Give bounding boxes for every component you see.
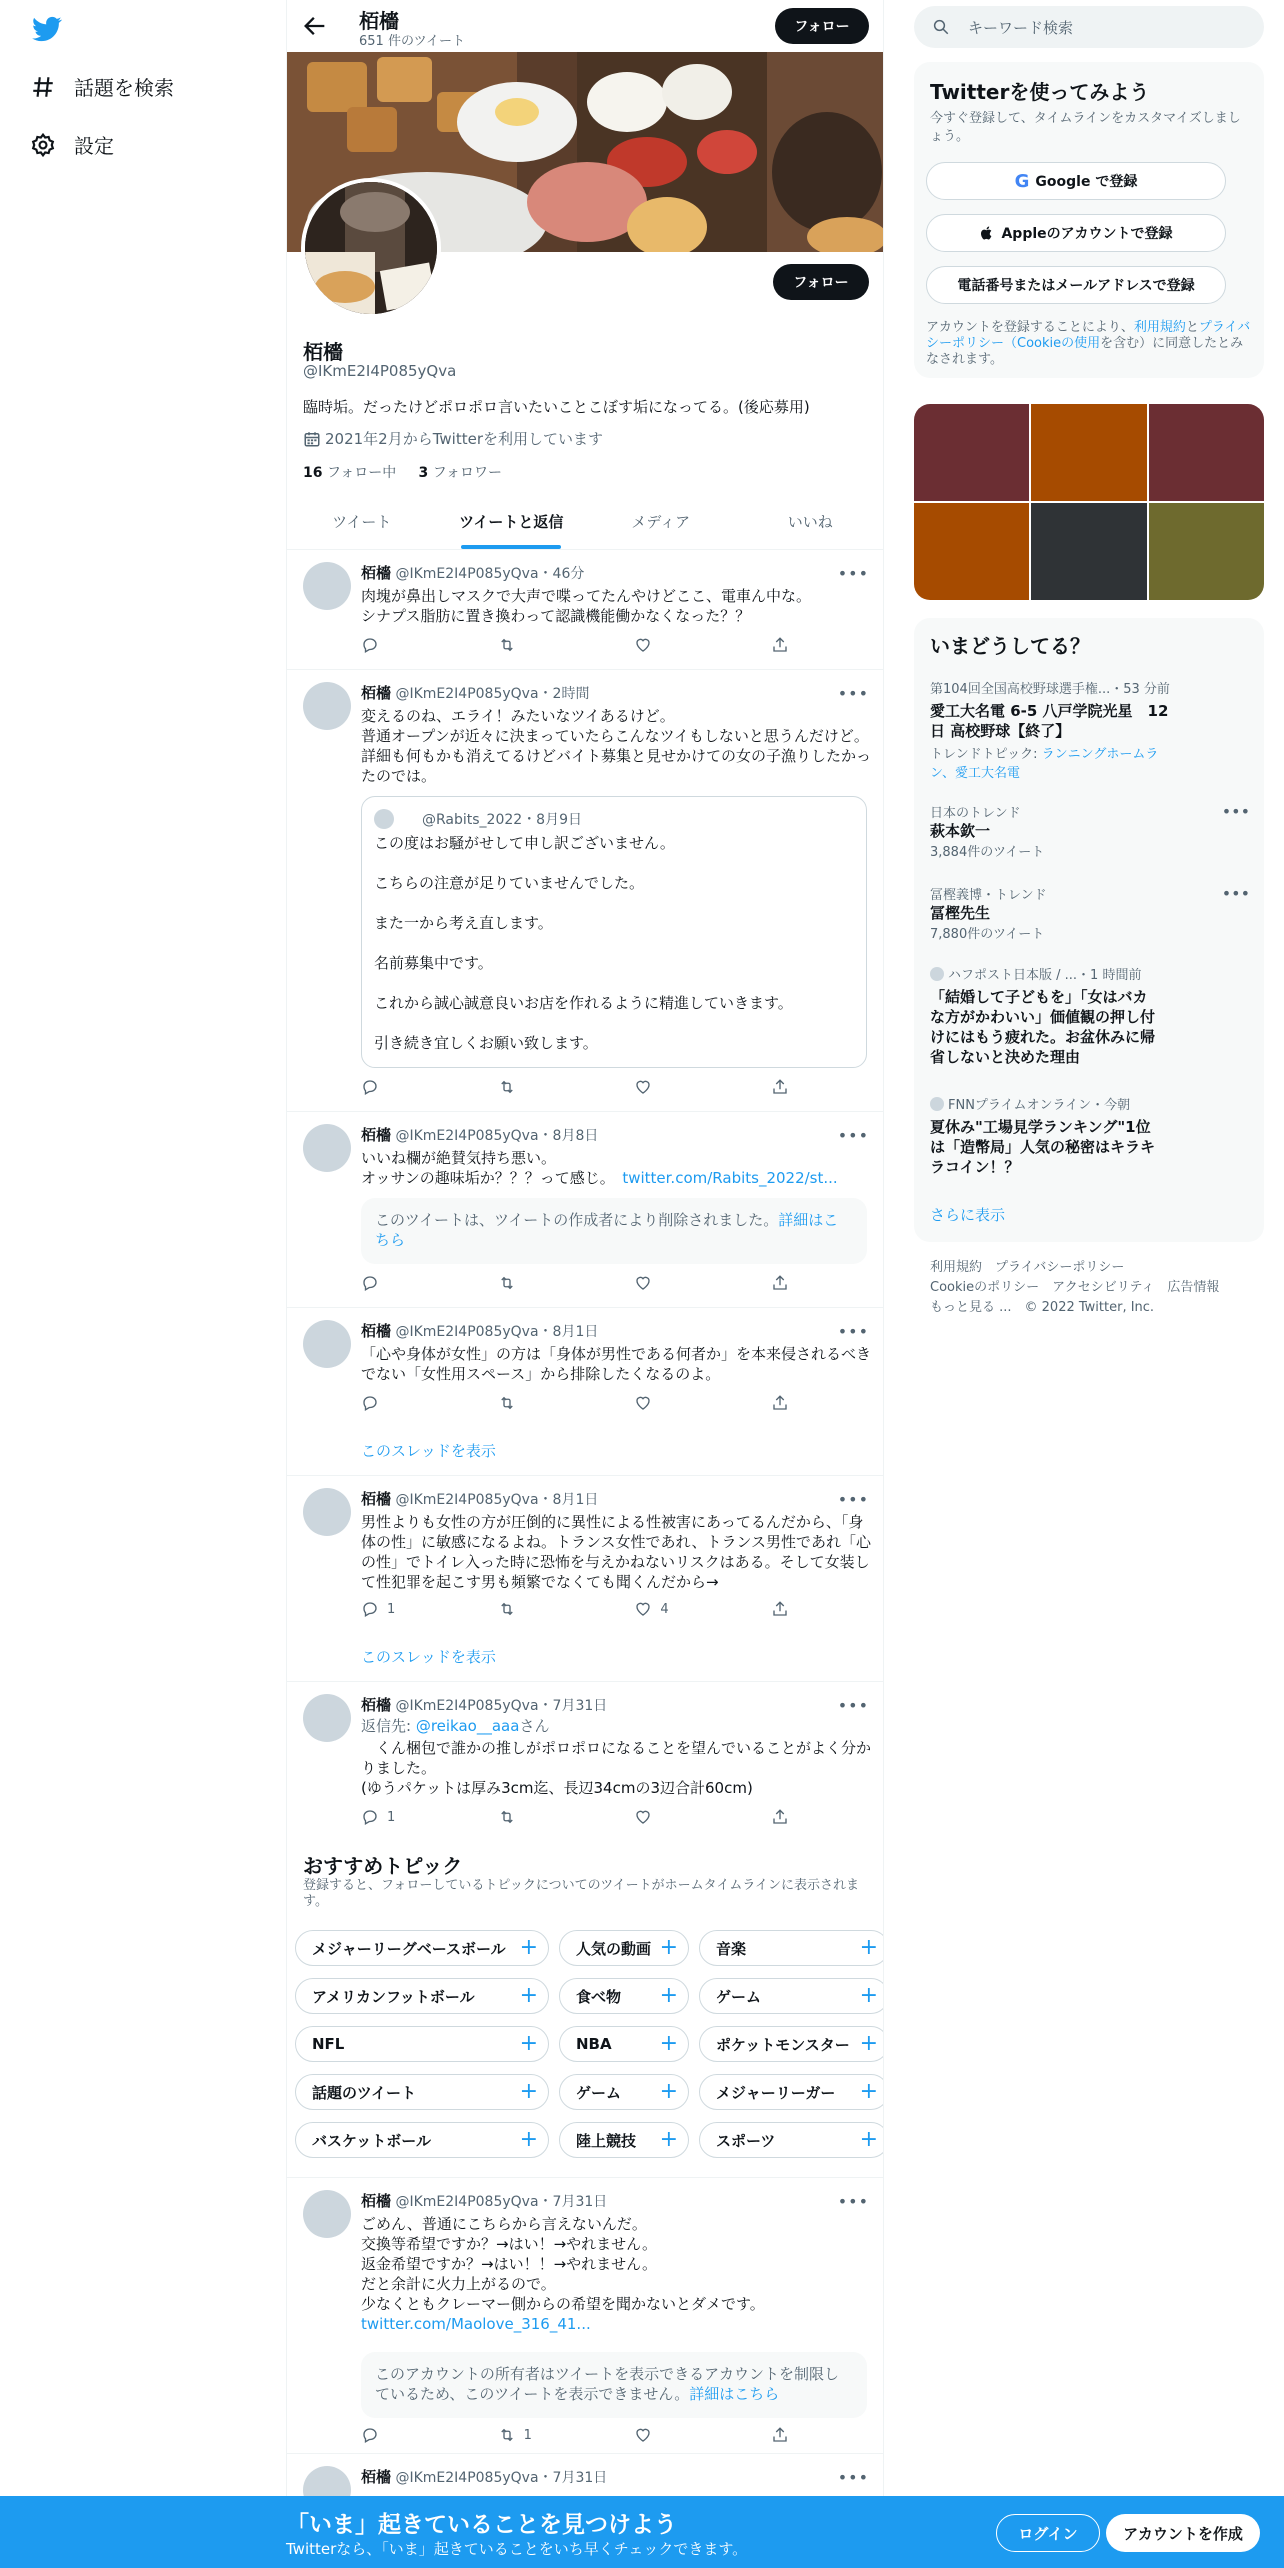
trend-item[interactable] <box>930 802 1250 860</box>
profile-bio: 臨時垢。だったけどポロポロ言いたいことこぼす垢になってる。(後応募用) <box>303 398 810 416</box>
followers-label: フォロワー <box>432 465 503 481</box>
reply-button[interactable] <box>361 1600 461 1618</box>
retweet-button[interactable] <box>498 636 598 654</box>
trend-title: 萩本欽一 <box>930 822 991 840</box>
tweet-author-name[interactable]: 栢檣 <box>361 564 392 582</box>
tweet-link-line <box>361 2314 871 2334</box>
tweet-actions <box>361 1600 801 1618</box>
more-icon[interactable]: ••• <box>837 564 869 583</box>
reply-button[interactable] <box>361 1808 461 1826</box>
reply-icon <box>361 1600 379 1618</box>
trend-title: 冨樫先生 <box>930 904 991 922</box>
more-icon[interactable]: ••• <box>1221 802 1250 821</box>
topic-label: アメリカンフットボール <box>312 1987 475 2006</box>
profile-header-bar <box>287 0 884 52</box>
unavailable-tweet-notice <box>361 1198 867 1264</box>
footer-line-3[interactable]: もっと見る ... © 2022 Twitter, Inc. <box>930 1300 1155 1315</box>
tweet-text: 肉塊が鼻出しマスクで大声で喋ってたんやけどここ、電車ん中な。 シナプス脂肪に置き換わって認識機能働かなくなった？？ <box>361 587 812 625</box>
profile-tabs <box>287 494 884 550</box>
tab-media[interactable]: メディア <box>631 513 691 531</box>
reply-icon <box>361 1808 379 1826</box>
plus-icon: + <box>519 2079 538 2104</box>
topic-pill[interactable] <box>699 2026 884 2062</box>
share-button[interactable] <box>771 1394 801 1412</box>
tweet-avatar[interactable] <box>303 1124 351 1172</box>
plus-icon: + <box>519 2031 538 2056</box>
topic-label: NFL <box>312 2035 345 2053</box>
nav-explore[interactable] <box>30 72 174 101</box>
tweet-avatar[interactable] <box>303 1320 351 1368</box>
signup-legal <box>926 320 1252 368</box>
tweet-avatar[interactable] <box>303 2190 351 2238</box>
topics-subtitle: 登録すると、フォローしているトピックについてのツイートがホームタイムラインに表示されます。 <box>303 1878 860 1909</box>
heart-icon <box>634 1808 652 1826</box>
news-meta: FNNプライムオンライン・今朝 <box>948 1098 1131 1113</box>
tweet-header <box>361 1124 598 1145</box>
twitter-logo-icon[interactable] <box>30 14 64 44</box>
nav-settings-label: 設定 <box>74 134 114 158</box>
topic-pill[interactable] <box>295 2074 549 2110</box>
reply-button[interactable] <box>361 1274 461 1292</box>
heart-icon <box>634 636 652 654</box>
reply-icon <box>361 2426 379 2444</box>
signup-panel <box>914 62 1264 378</box>
tweet-author-handle: @IKmE2I4P085yQva <box>395 2470 539 2486</box>
plus-icon: + <box>659 1935 678 1960</box>
tweet-avatar[interactable] <box>303 1694 351 1742</box>
plus-icon: + <box>659 2031 678 2056</box>
heart-icon <box>634 1600 652 1618</box>
retweet-button[interactable] <box>498 1274 598 1292</box>
trend-item[interactable] <box>930 678 1230 781</box>
avatar-photo <box>305 182 437 314</box>
plus-icon: + <box>659 2127 678 2152</box>
like-button[interactable] <box>634 1274 734 1292</box>
quoted-handle: @Rabits_2022 <box>422 812 523 828</box>
reply-icon <box>361 1078 379 1096</box>
trend-meta: 第104回全国高校野球選手権...・53 分前 <box>930 682 1170 697</box>
share-button[interactable] <box>771 1274 801 1292</box>
tweet-item[interactable] <box>287 1112 884 1308</box>
footer-line-2[interactable]: Cookieのポリシー アクセシビリティ 広告情報 <box>930 1280 1220 1295</box>
signup-subtitle: 今すぐ登録して、タイムラインをカスタマイズしましょう。 <box>930 111 1241 144</box>
search-input[interactable] <box>914 6 1264 48</box>
profile-joined-text: 2021年2月からTwitterを利用しています <box>325 430 603 448</box>
topic-label: メジャーリーグベースボール <box>312 1939 506 1958</box>
trend-item[interactable] <box>930 884 1250 942</box>
tweet-time[interactable]: ・8月8日 <box>538 1128 599 1144</box>
topic-pill[interactable] <box>559 2026 689 2062</box>
search-icon <box>932 18 950 36</box>
tweet-avatar[interactable] <box>303 1488 351 1536</box>
login-prompt-bar <box>0 2496 1284 2568</box>
gear-icon <box>30 132 56 158</box>
learn-more-link[interactable]: 詳細はこちら <box>689 2385 780 2403</box>
like-button[interactable] <box>634 636 734 654</box>
tweet-text: くん梱包で誰かの推しがポロポロになることを望んでいることがよく分かりました。 (ゆうパケットは厚み3cm迄、長辺34cmの3辺合計60cm) <box>361 1739 872 1797</box>
tweet-author-name[interactable]: 栢檣 <box>361 2192 392 2210</box>
trend-meta: 冨樫義博・トレンド <box>930 888 1047 903</box>
topic-label: 陸上競技 <box>576 2131 637 2150</box>
share-icon <box>771 2426 789 2444</box>
phone-signup-button[interactable]: 電話番号またはメールアドレスで登録 <box>926 266 1226 304</box>
retweet-button[interactable] <box>498 1808 598 1826</box>
topic-label: 食べ物 <box>576 1987 622 2006</box>
topic-pill[interactable] <box>699 1978 884 2014</box>
share-icon <box>771 1394 789 1412</box>
tweet-text: 「心や身体が女性」の方は「身体が男性である何者か」を本来侵されるべきでない「女性用スペース」から排除したくなるのよ。 <box>361 1345 872 1383</box>
share-button[interactable] <box>771 636 801 654</box>
tweet-time[interactable]: ・2時間 <box>538 686 590 702</box>
retweet-icon <box>498 1600 516 1618</box>
tweet-item[interactable] <box>287 1476 884 1682</box>
retweet-icon <box>498 636 516 654</box>
retweet-button[interactable] <box>498 1078 598 1096</box>
plus-icon: + <box>519 1983 538 2008</box>
retweet-button[interactable] <box>498 1600 598 1618</box>
reply-button[interactable] <box>361 1394 461 1412</box>
recommended-topics <box>287 1838 884 2178</box>
more-icon[interactable]: ••• <box>837 1322 869 1341</box>
topic-label: スポーツ <box>716 2131 776 2150</box>
tweet-author-handle: @IKmE2I4P085yQva <box>395 566 539 582</box>
reply-to-suffix: さん <box>519 1717 550 1735</box>
footer-links <box>930 1258 1219 1318</box>
heart-icon <box>634 1274 652 1292</box>
trends-panel <box>914 618 1264 1242</box>
tweet-actions <box>361 1394 801 1412</box>
topic-pill[interactable] <box>699 2074 884 2110</box>
legal-text-2: を含む）に同意したとみなされます。 <box>926 336 1244 367</box>
trend-count: 7,880件のツイート <box>930 927 1045 942</box>
topics-title: おすすめトピック <box>303 1854 463 1878</box>
tweet-text: ごめん、普通にこちらから言えないんだ。 交換等希望ですか？→はい！→やれません。 返金希望ですか？→はい！！→やれません。 だと余計に火力上がるので。 少なくともクレーマー側からの希望を聞かないとダメです。 <box>361 2215 765 2313</box>
reply-button[interactable] <box>361 2426 461 2444</box>
profile-follow-button[interactable]: フォロー <box>773 264 869 300</box>
plus-icon: + <box>519 2127 538 2152</box>
tweet-header <box>361 562 584 583</box>
retweet-icon <box>498 2426 516 2444</box>
news-title: 夏休み"工場見学ランキング"1位は「造幣局」人気の秘密はキラキラコイン！？ <box>930 1118 1156 1176</box>
header-follow-button[interactable]: フォロー <box>775 8 869 44</box>
reply-button[interactable] <box>361 1078 461 1096</box>
apple-signup-label: Appleのアカウントで登録 <box>1001 226 1173 242</box>
tab-tweets-replies[interactable]: ツイートと返信 <box>437 494 587 549</box>
quoted-header <box>422 809 582 829</box>
tweet-author-handle: @IKmE2I4P085yQva <box>395 2194 539 2210</box>
google-signup-label: Google で登録 <box>1035 174 1138 190</box>
share-button[interactable] <box>771 2426 801 2444</box>
news-item[interactable] <box>930 964 1230 1067</box>
tweet-link[interactable]: twitter.com/Maolove_316_41... <box>361 2315 591 2333</box>
profile-column <box>286 0 884 2568</box>
privacy-link[interactable]: プライバシーポリシー（Cookieの使用 <box>926 320 1251 351</box>
trend-count: 3,884件のツイート <box>930 845 1045 860</box>
restricted-tweet-notice <box>361 2352 867 2418</box>
tweet-author-handle: @IKmE2I4P085yQva <box>395 1492 539 1508</box>
more-icon[interactable]: ••• <box>837 1126 869 1145</box>
like-button[interactable] <box>634 1808 734 1826</box>
share-button[interactable] <box>771 1078 801 1096</box>
bottom-bar-subtitle: Twitterなら、「いま」起きていることをいち早くチェックできます。 <box>286 2540 748 2558</box>
quoted-tweet[interactable] <box>361 796 867 1068</box>
media-thumbnail[interactable] <box>914 503 1029 600</box>
quoted-avatar <box>374 809 394 829</box>
more-icon[interactable]: ••• <box>837 1696 869 1715</box>
retweet-icon <box>498 1394 516 1412</box>
more-icon[interactable]: ••• <box>837 684 869 703</box>
topic-pill[interactable] <box>559 2122 689 2158</box>
more-icon[interactable]: ••• <box>1221 884 1250 903</box>
tweet-author-name[interactable]: 栢檣 <box>361 2468 392 2486</box>
google-signup-button[interactable] <box>926 162 1226 200</box>
retweet-icon <box>498 1808 516 1826</box>
tweet-header <box>361 1488 598 1509</box>
tweet-author-handle: @IKmE2I4P085yQva <box>395 1128 539 1144</box>
reply-to-link[interactable]: @reikao__aaa <box>415 1717 520 1735</box>
source-avatar <box>930 967 944 981</box>
tweet-author-name[interactable]: 栢檣 <box>361 684 392 702</box>
plus-icon: + <box>519 1935 538 1960</box>
tweet-author-name[interactable]: 栢檣 <box>361 1126 392 1144</box>
topic-pill[interactable] <box>295 1978 549 2014</box>
media-thumbnail[interactable] <box>1031 404 1146 501</box>
apple-icon <box>979 225 995 241</box>
profile-joined <box>303 428 603 449</box>
reply-to-line <box>361 1716 871 1736</box>
tweet-time[interactable]: ・46分 <box>538 566 585 582</box>
tweet-author-name[interactable]: 栢檣 <box>361 1490 392 1508</box>
profile-handle: @IKmE2I4P085yQva <box>303 362 457 380</box>
share-icon <box>771 1274 789 1292</box>
topic-label: ゲーム <box>716 1987 762 2006</box>
show-more-link[interactable]: さらに表示 <box>930 1206 1006 1224</box>
profile-follow-stats <box>303 462 502 482</box>
share-button[interactable] <box>771 1600 801 1618</box>
topic-label: 人気の動画 <box>576 1939 652 1958</box>
footer-line-1[interactable]: 利用規約 プライバシーポリシー <box>930 1260 1125 1275</box>
tweet-actions <box>361 1078 801 1096</box>
topic-label: NBA <box>576 2035 612 2053</box>
topic-label: 音楽 <box>716 1939 747 1958</box>
hashtag-icon <box>30 74 56 100</box>
followers-count: 3 <box>418 465 429 481</box>
topic-pill[interactable] <box>699 1930 884 1966</box>
login-button[interactable]: ログイン <box>996 2514 1100 2552</box>
tweet-header <box>361 2190 607 2211</box>
reply-icon <box>361 636 379 654</box>
nav-settings[interactable] <box>30 130 114 159</box>
heart-icon <box>634 2426 652 2444</box>
heart-icon <box>634 1394 652 1412</box>
plus-icon: + <box>859 2031 878 2056</box>
news-meta: ハフポスト日本版 / ...・1 時間前 <box>948 968 1142 983</box>
followers-link[interactable] <box>419 465 503 481</box>
tweet-author-handle: @IKmE2I4P085yQva <box>395 1324 539 1340</box>
plus-icon: + <box>859 1935 878 1960</box>
reply-button[interactable] <box>361 636 461 654</box>
retweet-button[interactable] <box>498 2426 598 2444</box>
tweet-item[interactable] <box>287 1682 884 1838</box>
profile-name: 栢檣 <box>303 340 343 364</box>
media-thumbnail[interactable] <box>1031 503 1146 600</box>
signup-button[interactable]: アカウントを作成 <box>1106 2514 1260 2552</box>
bottom-bar-title: 「いま」起きていることを見つけよう <box>286 2512 677 2538</box>
more-icon[interactable]: ••• <box>837 2468 869 2487</box>
media-thumbnail[interactable] <box>1149 503 1264 600</box>
topic-pill[interactable] <box>699 2122 884 2158</box>
topic-pill[interactable] <box>559 1930 689 1966</box>
topic-label: メジャーリーガー <box>716 2083 836 2102</box>
reply-count: 1 <box>387 1809 396 1825</box>
tweet-actions <box>361 1808 801 1826</box>
retweet-icon <box>498 1274 516 1292</box>
tweet-author-name[interactable]: 栢檣 <box>361 1696 392 1714</box>
tweet-time[interactable]: ・8月1日 <box>538 1324 599 1340</box>
tweet-time[interactable]: ・7月31日 <box>538 2470 608 2486</box>
share-icon <box>771 1808 789 1826</box>
back-arrow-icon[interactable] <box>301 12 329 40</box>
header-tweet-count: 651 件のツイート <box>359 34 466 49</box>
tweet-header <box>361 1320 598 1341</box>
retweet-count: 1 <box>523 2427 532 2443</box>
apple-signup-button[interactable] <box>926 214 1226 252</box>
more-icon[interactable]: ••• <box>837 2192 869 2211</box>
show-thread-link[interactable]: このスレッドを表示 <box>361 1648 496 1666</box>
following-label: フォロー中 <box>326 465 397 481</box>
like-button[interactable] <box>634 1600 734 1618</box>
left-navigation <box>0 0 286 2568</box>
tweet-header <box>361 682 589 703</box>
show-thread-link[interactable]: このスレッドを表示 <box>361 1442 496 1460</box>
share-icon <box>771 1600 789 1618</box>
tweet-item[interactable] <box>287 670 884 1112</box>
plus-icon: + <box>859 2079 878 2104</box>
topic-pill[interactable] <box>295 1930 549 1966</box>
tab-likes[interactable]: いいね <box>787 513 833 531</box>
header-name: 栢檣 <box>359 9 399 33</box>
tweet-author-handle: @IKmE2I4P085yQva <box>395 686 539 702</box>
tweet-text <box>361 1148 871 1188</box>
calendar-icon <box>303 430 321 448</box>
tweet-text: 変えるのね、エライ！みたいなツイあるけど。 普通オープンが近々に決まっていたらこんなツイもしないと思うんだけど。詳細も何もかも消えてるけどバイト募集と見せかけての女の子漁りしたかったのでは。 <box>361 707 872 785</box>
media-grid <box>914 404 1264 600</box>
media-thumbnail[interactable] <box>1149 404 1264 501</box>
topic-label: ポケットモンスター <box>716 2035 850 2054</box>
legal-text-1: アカウントを登録することにより、 <box>926 320 1134 335</box>
more-icon[interactable]: ••• <box>837 1490 869 1509</box>
signup-title: Twitterを使ってみよう <box>930 80 1150 104</box>
following-count: 16 <box>303 465 323 481</box>
share-button[interactable] <box>771 1808 801 1826</box>
plus-icon: + <box>859 2127 878 2152</box>
source-avatar <box>930 1097 944 1111</box>
trend-title: 愛工大名電 6-5 八戸学院光星 12日 高校野球【終了】 <box>930 702 1169 740</box>
like-button[interactable] <box>634 1394 734 1412</box>
topic-label: ゲーム <box>576 2083 622 2102</box>
tweet-actions <box>361 2426 801 2444</box>
tab-tweets[interactable]: ツイート <box>332 513 392 531</box>
tweet-actions <box>361 1274 801 1292</box>
tweet-header <box>361 1694 607 1715</box>
tweet-time[interactable]: ・7月31日 <box>538 2194 608 2210</box>
topic-pill[interactable] <box>559 1978 689 2014</box>
plus-icon: + <box>659 1983 678 2008</box>
heart-icon <box>634 1078 652 1096</box>
plus-icon: + <box>859 1983 878 2008</box>
legal-and: と <box>1185 320 1199 335</box>
tweet-author-name[interactable]: 栢檣 <box>361 1322 392 1340</box>
tweet-header <box>361 2466 607 2487</box>
trends-title: いまどうしてる？ <box>930 634 1090 658</box>
tweet-text: 男性よりも女性の方が圧倒的に異性による性被害にあってるんだから、「身体の性」に敏感になるよね。トランス女性であれ、トランス男性であれ「心の性」でトイレ入った時に恐怖を与えかねないリスクはある。そして女装して性犯罪を起こす男も頻繁でなくても聞くんだから→ <box>361 1513 872 1591</box>
notice-text: このツイートは、ツイートの作成者により削除されました。 <box>375 1211 779 1229</box>
tweet-link[interactable]: twitter.com/Rabits_2022/st... <box>622 1169 838 1187</box>
tweet-avatar[interactable] <box>303 682 351 730</box>
trend-meta: 日本のトレンド <box>930 806 1021 821</box>
google-icon: G <box>1014 170 1030 192</box>
tweet-item[interactable] <box>287 550 884 670</box>
share-icon <box>771 636 789 654</box>
topic-pill[interactable] <box>295 2026 549 2062</box>
retweet-button[interactable] <box>498 1394 598 1412</box>
like-button[interactable] <box>634 2426 734 2444</box>
tweet-time[interactable]: ・7月31日 <box>538 1698 608 1714</box>
learn-more-link[interactable]: 詳細はこちら <box>375 1211 839 1249</box>
topic-label: バスケットボール <box>312 2131 431 2150</box>
like-button[interactable] <box>634 1078 734 1096</box>
reply-icon <box>361 1394 379 1412</box>
trend-topic-label: トレンドトピック: <box>930 747 1042 762</box>
search-placeholder: キーワード検索 <box>968 18 1074 37</box>
share-icon <box>771 1078 789 1096</box>
topic-pill[interactable] <box>559 2074 689 2110</box>
quoted-time: ・8月9日 <box>522 812 583 828</box>
plus-icon: + <box>659 2079 678 2104</box>
topic-label: 話題のツイート <box>312 2083 416 2102</box>
news-item[interactable] <box>930 1094 1230 1177</box>
tweet-time[interactable]: ・8月1日 <box>538 1492 599 1508</box>
reply-icon <box>361 1274 379 1292</box>
retweet-icon <box>498 1078 516 1096</box>
terms-link[interactable]: 利用規約 <box>1133 320 1186 335</box>
tweet-actions <box>361 636 801 654</box>
nav-explore-label: 話題を検索 <box>74 76 174 100</box>
tweet-item[interactable] <box>287 2178 884 2454</box>
trend-topic-links[interactable]: ランニングホームラン、愛工大名電 <box>930 747 1159 781</box>
media-thumbnail[interactable] <box>914 404 1029 501</box>
tweet-author-handle: @IKmE2I4P085yQva <box>395 1698 539 1714</box>
following-link[interactable] <box>303 465 396 481</box>
like-count: 4 <box>660 1601 669 1617</box>
reply-to-label: 返信先: <box>361 1717 416 1735</box>
news-title: 「結婚して子どもを」「女はバカな方がかわいい」価値観の押し付けにはもう疲れた。お盆休みに帰省しないと決めた理由 <box>930 988 1156 1066</box>
notice-text: このアカウントの所有者はツイートを表示できるアカウントを制限しているため、このツイートを表示できません。 <box>375 2365 839 2403</box>
profile-avatar[interactable] <box>301 178 441 318</box>
reply-count: 1 <box>387 1601 396 1617</box>
tweet-text-body: いいね欄が絶賛気持ち悪い。 オッサンの趣味垢か？？？って感じ。 <box>361 1149 608 1187</box>
tweet-avatar[interactable] <box>303 562 351 610</box>
quoted-text: この度はお騒がせして申し訳ございません。 こちらの注意が足りていませんでした。 また一から考え直します。 名前募集中です。 これから誠心誠意良いお店を作れるように精進していきます。 引き続き宜しくお願い致します。 <box>374 834 793 1052</box>
topic-pill[interactable] <box>295 2122 549 2158</box>
tweet-item[interactable] <box>287 1308 884 1476</box>
